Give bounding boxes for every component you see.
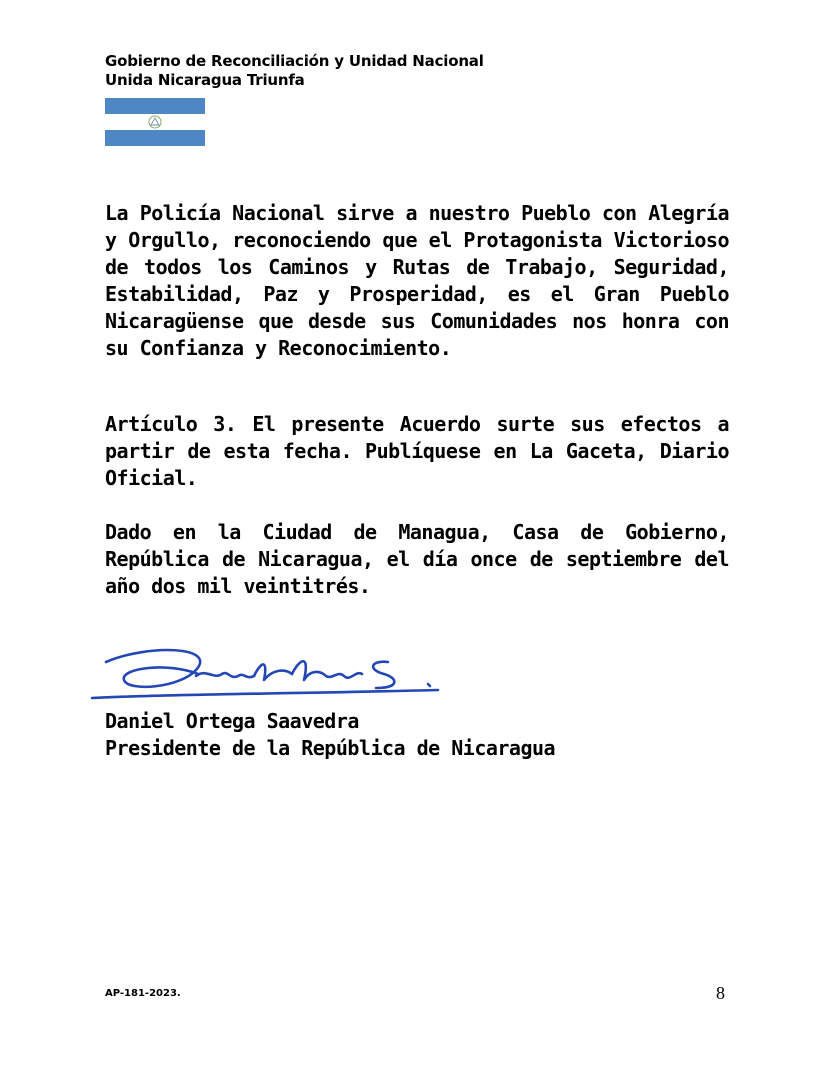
flag-middle-band: [105, 114, 205, 130]
government-name: Gobierno de Reconciliación y Unidad Nacional: [105, 52, 484, 70]
flag-bottom-band: [105, 130, 205, 146]
signer-name: Daniel Ortega Saavedra: [105, 709, 359, 733]
flag-top-band: [105, 98, 205, 114]
coat-of-arms-icon: [148, 115, 162, 129]
document-header: [105, 52, 484, 90]
government-slogan: Unida Nicaragua Triunfa: [105, 71, 305, 89]
signer-title: Presidente de la República de Nicaragua: [105, 736, 556, 760]
document-code: AP-181-2023.: [105, 988, 181, 999]
paragraph-police-statement: La Policía Nacional sirve a nuestro Pueblo con Alegría y Orgullo, reconociendo que el Protagonista Victorioso de todos los Caminos y Rutas de Trabajo, Seguridad, Estabilidad, Paz y Prosperidad, es el Gran Pueblo Nicaragüense que desde sus Comunidades nos honra con su Confianza y Reconocimiento.: [105, 201, 729, 360]
signer-block: [105, 708, 555, 762]
paragraph-article-3: Artículo 3. El presente Acuerdo surte sus efectos a partir de esta fecha. Publíquese en La Gaceta, Diario Oficial.: [105, 412, 729, 490]
paragraph-given-at: Dado en la Ciudad de Managua, Casa de Gobierno, República de Nicaragua, el día once de septiembre del año dos mil veintitrés.: [105, 520, 729, 598]
nicaragua-flag-icon: [105, 98, 205, 146]
page-number: 8: [716, 983, 725, 1003]
handwritten-signature-icon: [88, 640, 448, 715]
